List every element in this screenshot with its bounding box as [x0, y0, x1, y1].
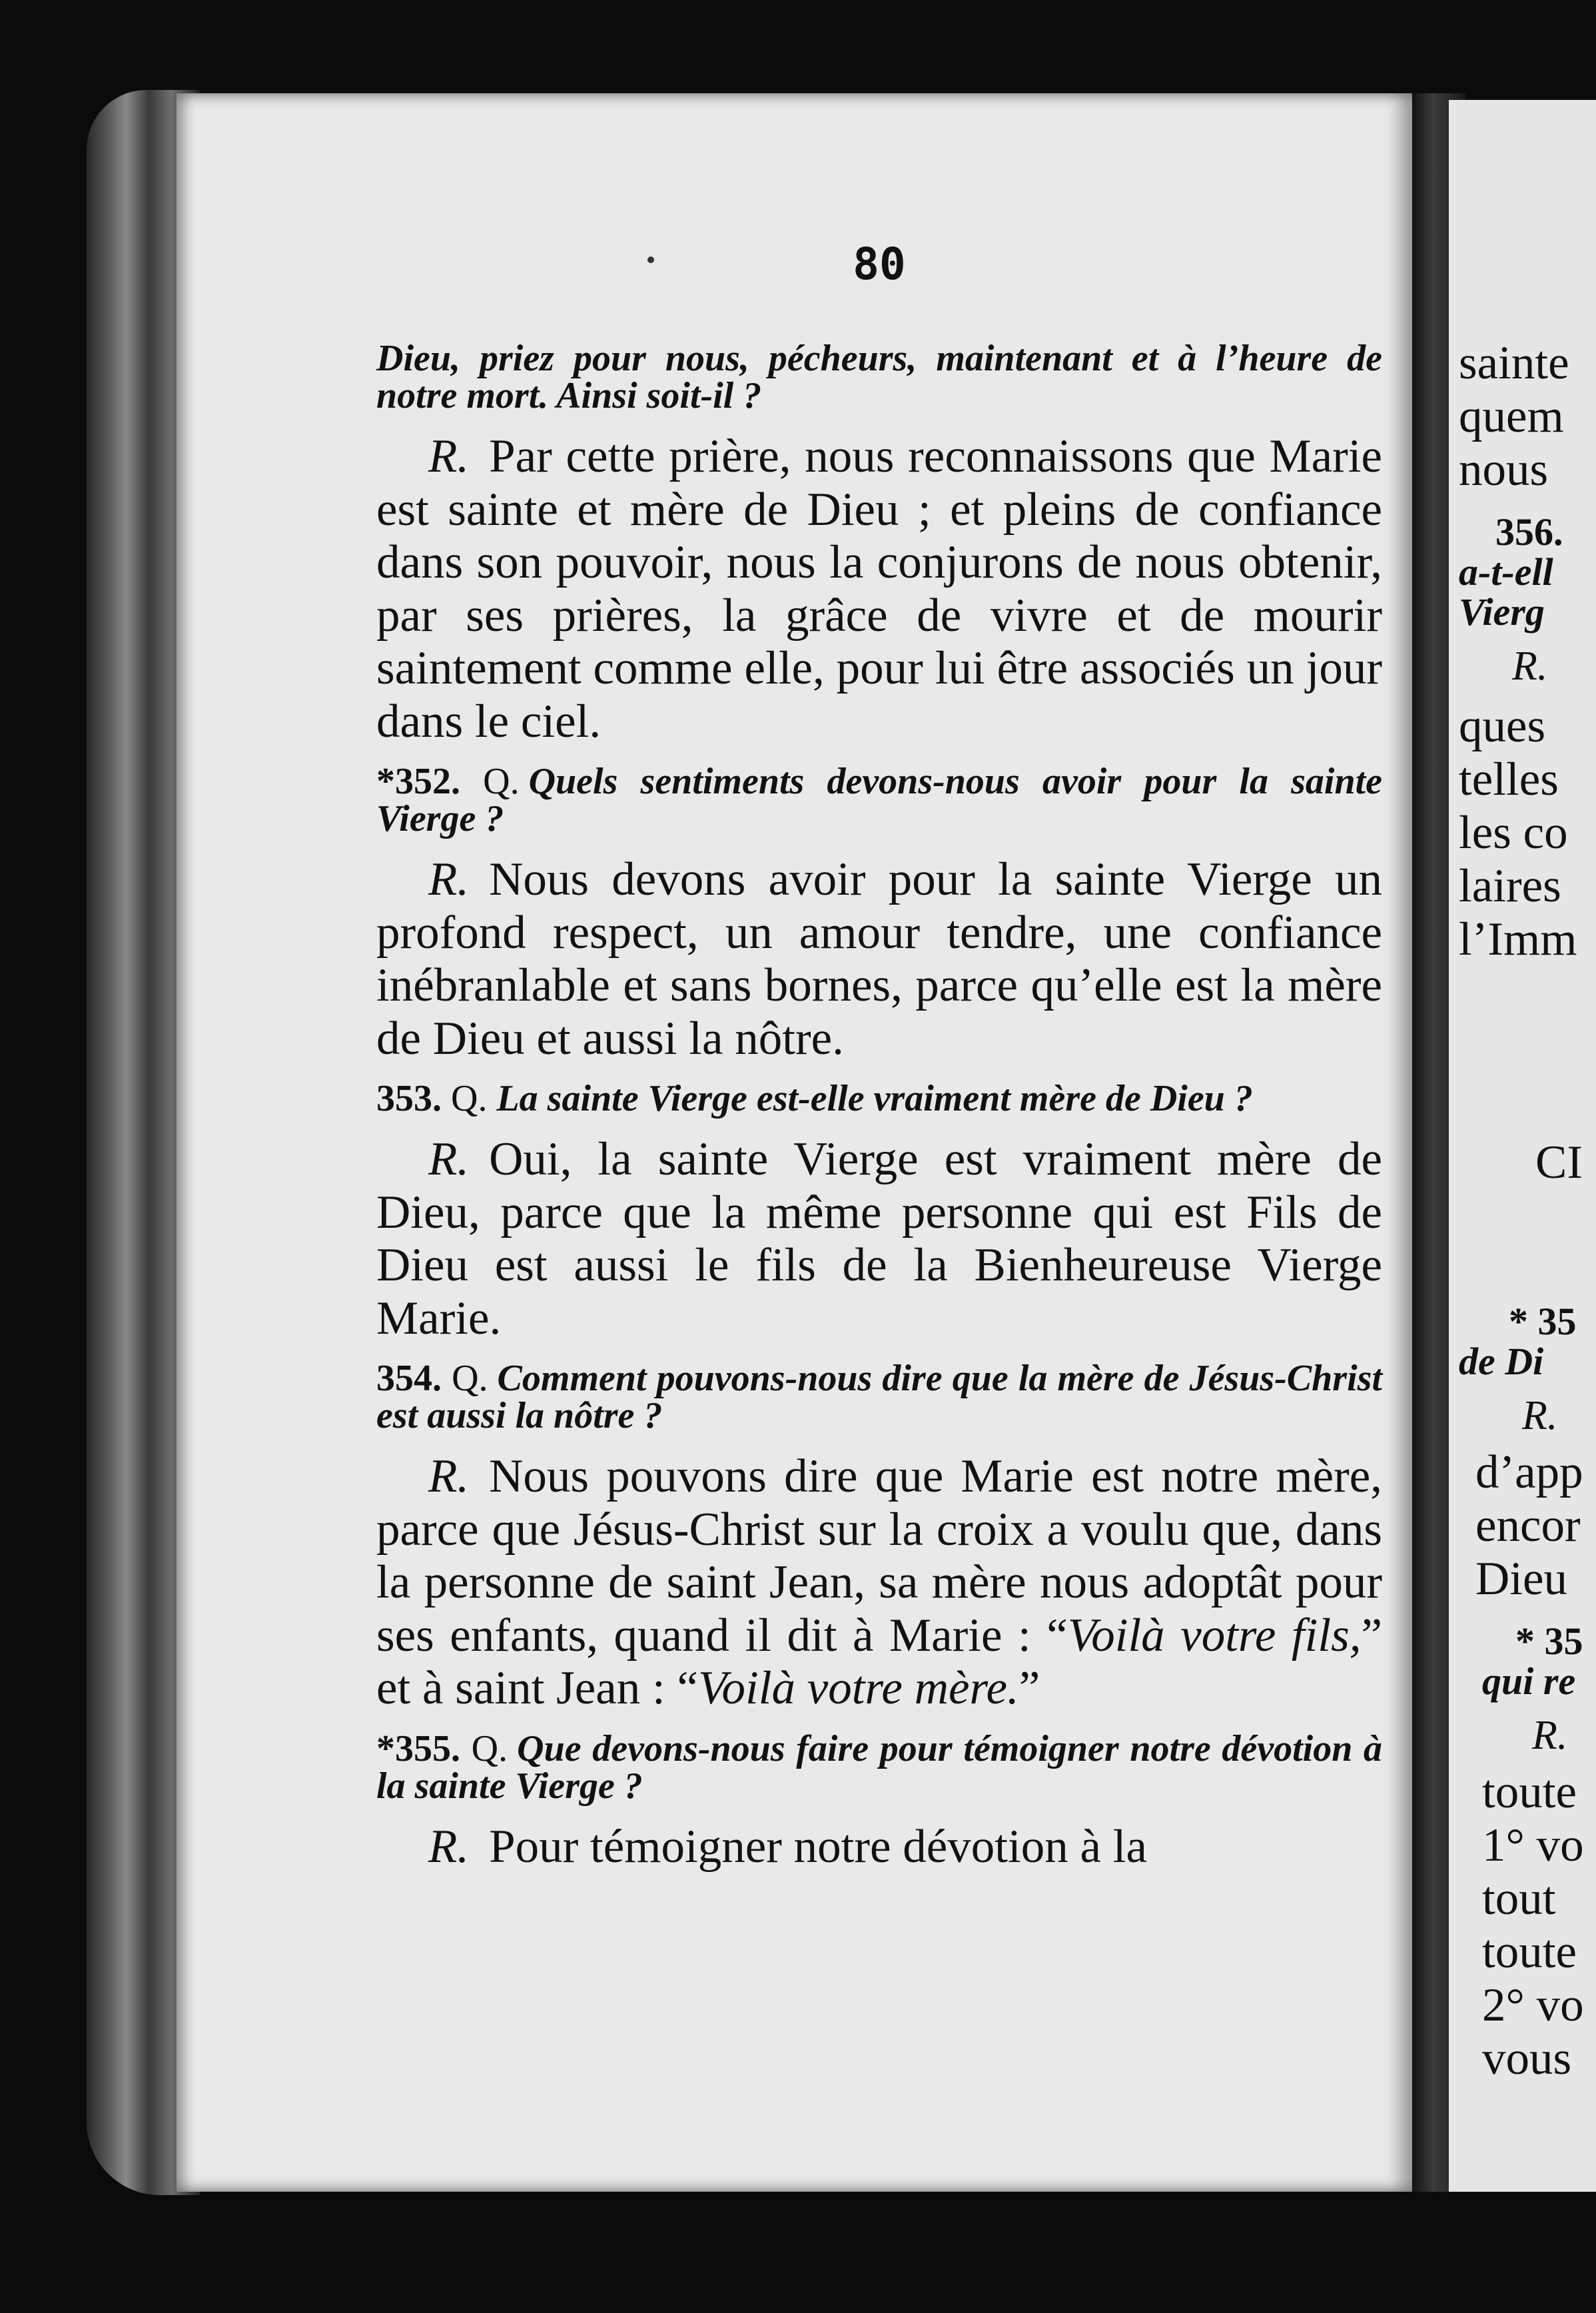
right-fragment: nous: [1459, 444, 1549, 496]
right-fragment: toute: [1482, 1766, 1577, 1818]
right-fragment: qui re: [1482, 1659, 1576, 1703]
question-label: Q.: [471, 1727, 508, 1769]
question-text: La sainte Vierge est-elle vraiment mère de Dieu ?: [496, 1078, 1253, 1119]
right-page-partial: [1449, 100, 1596, 2192]
answer-text: Pour témoigner notre dévotion à la: [489, 1820, 1147, 1873]
question-352: [376, 763, 1382, 837]
right-fragment: quem: [1459, 390, 1564, 442]
right-fragment: * 35: [1515, 1619, 1583, 1663]
right-fragment: encor: [1475, 1500, 1581, 1552]
question-355: [376, 1727, 1383, 1807]
right-fragment: * 35: [1509, 1300, 1577, 1343]
answer-352: [376, 853, 1382, 1065]
quote-voila-votre-fils: Voilà votre fils,: [1067, 1609, 1362, 1661]
right-fragment: laires: [1459, 860, 1561, 912]
right-fragment: a-t-ell: [1459, 550, 1553, 594]
ink-speck: [647, 256, 654, 263]
question-label: Q.: [451, 1078, 488, 1119]
right-fragment: ques: [1459, 700, 1546, 752]
answer-text-part3: ”: [1018, 1662, 1040, 1714]
right-fragment: R.: [1522, 1393, 1558, 1438]
answer-355: [376, 1821, 1382, 1874]
right-fragment: telles: [1459, 753, 1559, 805]
answer-354: [376, 1450, 1382, 1715]
question-number: *352.: [376, 761, 460, 802]
left-page-text-column: [376, 340, 1382, 1888]
answer-text: Nous devons avoir pour la sainte Vierge un profond respect, un amour tendre, une confiance inébranlable et sans bornes, parce qu’elle est la mère de Dieu et aussi la nôtre.: [376, 853, 1382, 1065]
right-fragment: 2° vo: [1482, 1979, 1584, 2031]
question-text: Comment pouvons-nous dire que la mère de Jésus-Christ est aussi la nôtre ?: [376, 1358, 1383, 1436]
question-number: 354.: [376, 1358, 442, 1399]
answer-text: Par cette prière, nous reconnaissons que Marie est sainte et mère de Dieu ; et pleins de confiance dans son pouvoir, nous la conjurons de nous obtenir, par ses prières, la grâce de vivre et de mourir saintement comme elle, pour lui être associés un jour dans le ciel.: [376, 430, 1382, 747]
right-fragment: R.: [1532, 1713, 1568, 1758]
right-fragment: sainte: [1459, 337, 1569, 389]
answer-351: [376, 430, 1382, 748]
answer-353: [376, 1133, 1382, 1345]
right-fragment: de Di: [1459, 1340, 1544, 1383]
right-fragment: tout: [1482, 1873, 1556, 1925]
answer-text-part2: ” et à saint Jean : “: [376, 1609, 1383, 1714]
question-number: 353.: [376, 1078, 442, 1119]
question-354: [376, 1360, 1382, 1434]
question-text: Que devons-nous faire pour témoigner notre dévotion à la sainte Vierge ?: [376, 1727, 1383, 1807]
right-fragment: Dieu: [1475, 1553, 1568, 1605]
right-fragment: Vierg: [1459, 590, 1545, 634]
answer-label: R.: [428, 853, 470, 905]
answer-label: R.: [428, 1450, 470, 1502]
quote-voila-votre-mere: Voilà votre mère.: [698, 1662, 1019, 1714]
right-fragment: R.: [1512, 644, 1548, 689]
right-fragment: les co: [1459, 807, 1568, 859]
question-number: *355.: [376, 1727, 460, 1769]
right-fragment: vous: [1482, 2033, 1572, 2084]
question-353: [376, 1080, 1382, 1117]
right-fragment: CI: [1535, 1137, 1583, 1188]
answer-label: R.: [428, 1133, 470, 1185]
answer-label: R.: [428, 430, 470, 482]
answer-label: R.: [428, 1820, 470, 1873]
right-fragment: 1° vo: [1482, 1819, 1584, 1871]
answer-text-part1: Nous pouvons dire que Marie est notre mère, parce que Jésus-Christ sur la croix a voulu que, dans la personne de saint Jean, sa mère nous adoptât pour ses enfants, quand il dit à Marie : “: [376, 1450, 1382, 1661]
prayer-ending: Dieu, priez pour nous, pécheurs, maintenant et à l’heure de notre mort. Ainsi soit-il ?: [376, 338, 1382, 416]
right-fragment: toute: [1482, 1926, 1577, 1978]
question-text: Quels sentiments devons-nous avoir pour la sainte Vierge ?: [376, 761, 1383, 839]
right-fragment: d’app: [1475, 1446, 1583, 1498]
answer-text: Oui, la sainte Vierge est vraiment mère de Dieu, parce que la même personne qui est Fils de Dieu est aussi le fils de la Bienheureuse Vierge Marie.: [376, 1133, 1382, 1344]
page-number: 80: [853, 238, 906, 290]
question-label: Q.: [483, 761, 520, 802]
right-fragment: l’Imm: [1459, 913, 1577, 965]
right-fragment: 356.: [1495, 510, 1563, 554]
question-label: Q.: [452, 1358, 488, 1399]
